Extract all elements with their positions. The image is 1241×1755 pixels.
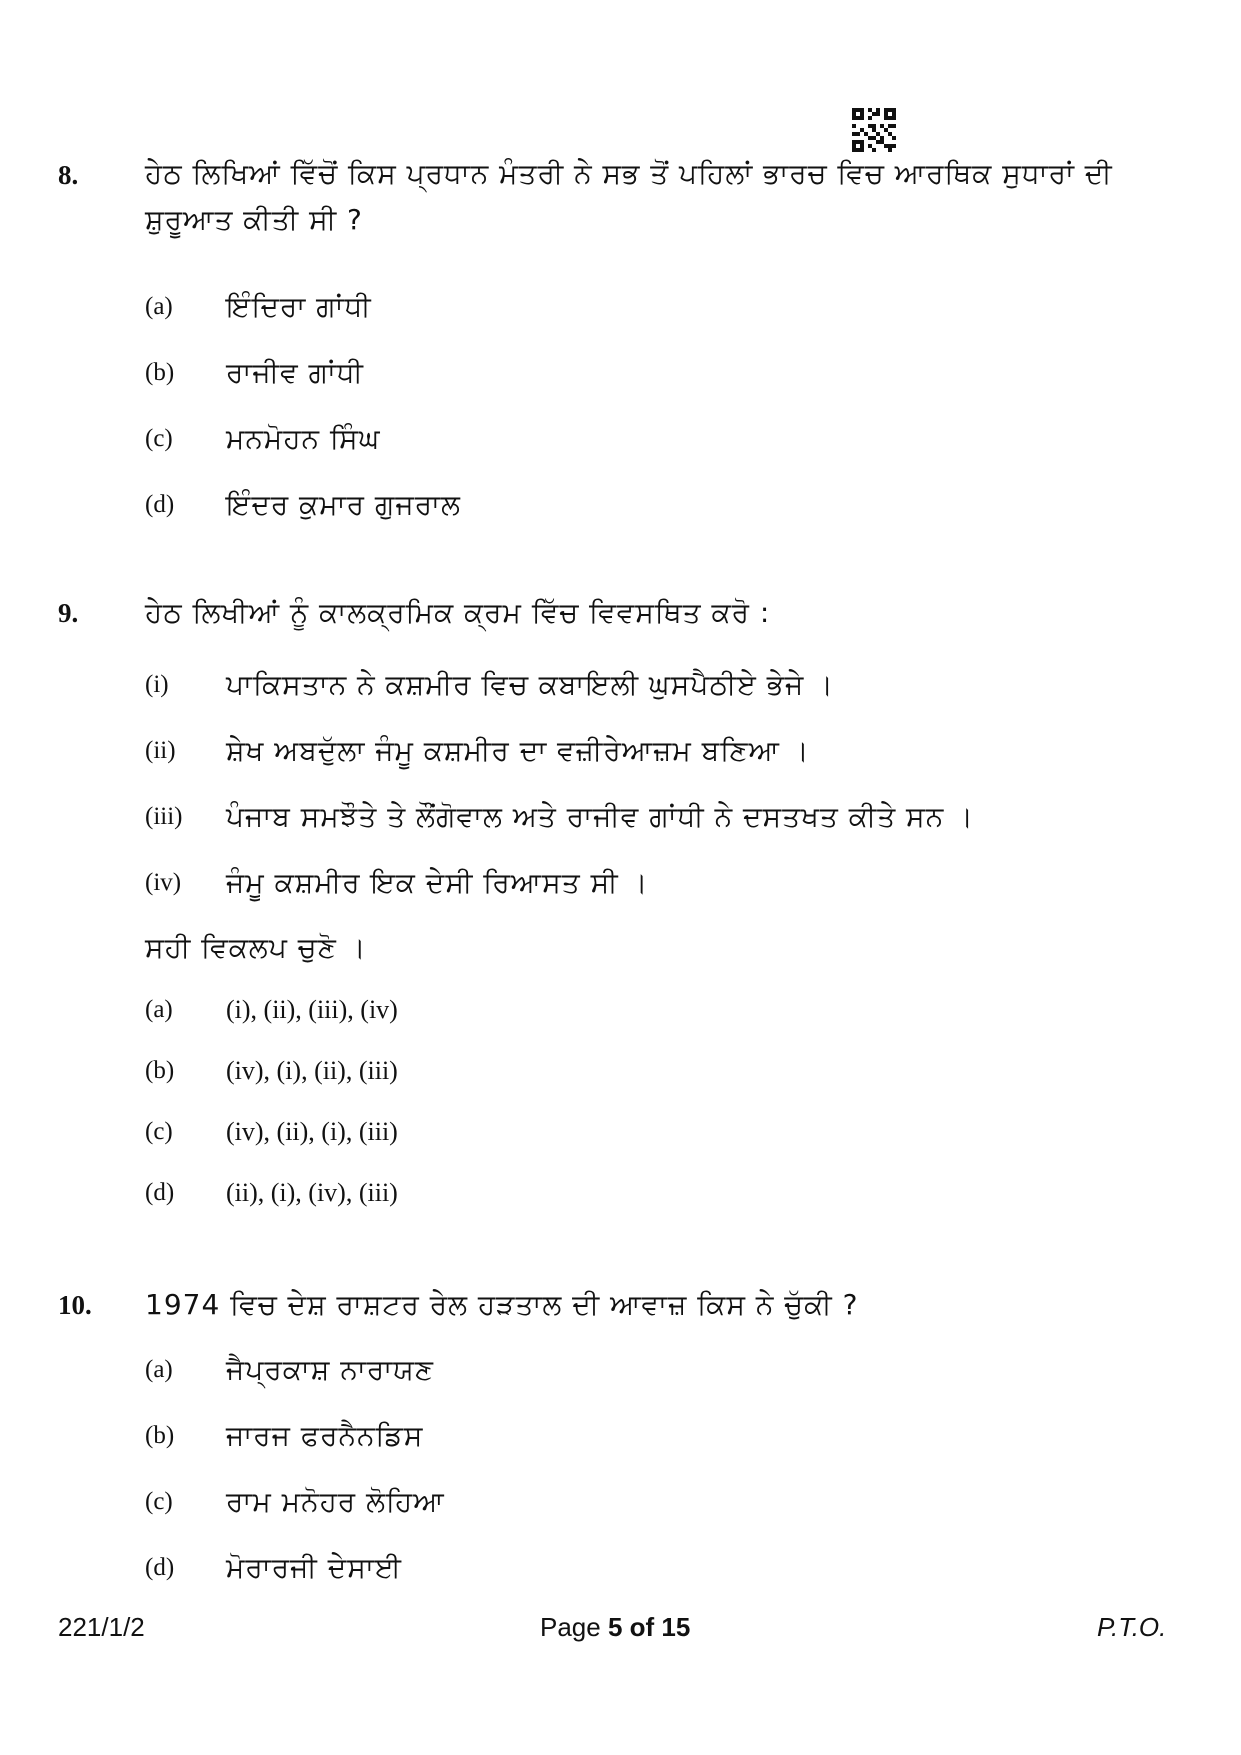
option-label: (b) (145, 1422, 175, 1449)
option-text: ਇੰਦਰ ਕੁਮਾਰ ਗੁਜਰਾਲ (226, 488, 461, 521)
option-label: (a) (145, 1356, 173, 1383)
option-label: (a) (145, 293, 173, 320)
pto-label: P.T.O. (1097, 1612, 1167, 1642)
option-row (0, 1051, 1241, 1091)
option-text: (ii), (i), (iv), (iii) (226, 1178, 398, 1207)
option-label: (c) (145, 1488, 173, 1515)
option-text: ਜਾਰਜ ਫਰਨੈਨਡਿਸ (226, 1419, 424, 1452)
option-text: ਜੈਪ੍ਰਕਾਸ਼ ਨਾਰਾਯਣ (226, 1353, 435, 1386)
option-text: ਮਨਮੋਹਨ ਸਿੰਘ (226, 422, 381, 455)
statement-text: ਪਾਕਿਸਤਾਨ ਨੇ ਕਸ਼ਮੀਰ ਵਿਚ ਕਬਾਇਲੀ ਘੁਸਪੈਠੀਏ ਭੇਜੇ । (226, 668, 835, 701)
page-total: 15 (661, 1612, 691, 1642)
option-row (0, 419, 1241, 459)
option-label: (b) (145, 359, 175, 386)
choose-instruction: ਸਹੀ ਵਿਕਲਪ ਚੁਣੋ । (145, 931, 367, 964)
statement-row (0, 863, 1241, 903)
option-label: (c) (145, 425, 173, 452)
statement-text: ਜੰਮੂ ਕਸ਼ਮੀਰ ਇਕ ਦੇਸੀ ਰਿਆਸਤ ਸੀ । (226, 866, 649, 899)
option-label: (d) (145, 1554, 175, 1581)
option-text: (i), (ii), (iii), (iv) (226, 995, 398, 1024)
question-number: 9. (58, 598, 79, 628)
statement-row (0, 665, 1241, 705)
option-row (0, 990, 1241, 1030)
option-row (0, 353, 1241, 393)
option-row (0, 1548, 1241, 1588)
question-number: 8. (58, 160, 79, 190)
option-row (0, 1416, 1241, 1456)
statement-label: (ii) (145, 737, 176, 764)
option-label: (b) (145, 1057, 175, 1084)
question-text: ਹੇਠ ਲਿਖੀਆਂ ਨੂੰ ਕਾਲਕ੍ਰਮਿਕ ਕ੍ਰਮ ਵਿੱਚ ਵਿਵਸਥਿਤ ਕਰੋ : (145, 596, 771, 629)
statement-text: ਪੰਜਾਬ ਸਮਝੌਤੇ ਤੇ ਲੌਂਗੋਵਾਲ ਅਤੇ ਰਾਜੀਵ ਗਾਂਧੀ ਨੇ ਦਸਤਖਤ ਕੀਤੇ ਸਨ । (226, 800, 974, 833)
option-row (0, 485, 1241, 525)
statement-label: (iv) (145, 869, 182, 896)
statement-label: (i) (145, 671, 169, 698)
option-row (0, 1350, 1241, 1390)
option-label: (d) (145, 1179, 175, 1206)
option-row (0, 1173, 1241, 1213)
option-text: ਰਾਜੀਵ ਗਾਂਧੀ (226, 356, 364, 389)
qr-code-icon (852, 108, 896, 152)
page-prefix: Page (540, 1612, 608, 1642)
option-text: (iv), (ii), (i), (iii) (226, 1117, 398, 1146)
option-row (0, 287, 1241, 327)
question-text: 1974 ਵਿਚ ਦੇਸ਼ ਰਾਸ਼ਟਰ ਰੇਲ ਹੜਤਾਲ ਦੀ ਆਵਾਜ਼ ਕਿਸ ਨੇ ਚੁੱਕੀ ? (145, 1288, 859, 1321)
option-label: (c) (145, 1118, 173, 1145)
option-label: (a) (145, 996, 173, 1023)
option-text: ਮੋਰਾਰਜੀ ਦੇਸਾਈ (226, 1551, 402, 1584)
statement-text: ਸ਼ੇਖ ਅਬਦੁੱਲਾ ਜੰਮੂ ਕਸ਼ਮੀਰ ਦਾ ਵਜ਼ੀਰੇਆਜ਼ਮ ਬਣਿਆ । (226, 734, 810, 767)
option-text: ਰਾਮ ਮਨੋਹਰ ਲੋਹਿਆ (226, 1485, 445, 1518)
statement-row (0, 731, 1241, 771)
question-number: 10. (58, 1290, 92, 1320)
option-row (0, 1482, 1241, 1522)
page-of: of (622, 1612, 662, 1642)
option-row (0, 1112, 1241, 1152)
page-current: 5 (607, 1612, 623, 1642)
statement-row (0, 797, 1241, 837)
option-text: (iv), (i), (ii), (iii) (226, 1056, 398, 1085)
option-label: (d) (145, 491, 175, 518)
statement-label: (iii) (145, 803, 183, 830)
page-indicator (540, 1612, 690, 1643)
option-text: ਇੰਦਿਰਾ ਗਾਂਧੀ (226, 290, 372, 323)
paper-code: 221/1/2 (58, 1612, 145, 1642)
question-text: ਹੇਠ ਲਿਖਿਆਂ ਵਿੱਚੋਂ ਕਿਸ ਪ੍ਰਧਾਨ ਮੰਤਰੀ ਨੇ ਸਭ ਤੋਂ ਪਹਿਲਾਂ ਭਾਰਚ ਵਿਚ ਆਰਥਿਕ ਸੁਧਾਰਾਂ ਦੀ ਸ਼ੁਰੂਆਤ ਕੀਤੀ ਸੀ ? (145, 157, 1113, 236)
